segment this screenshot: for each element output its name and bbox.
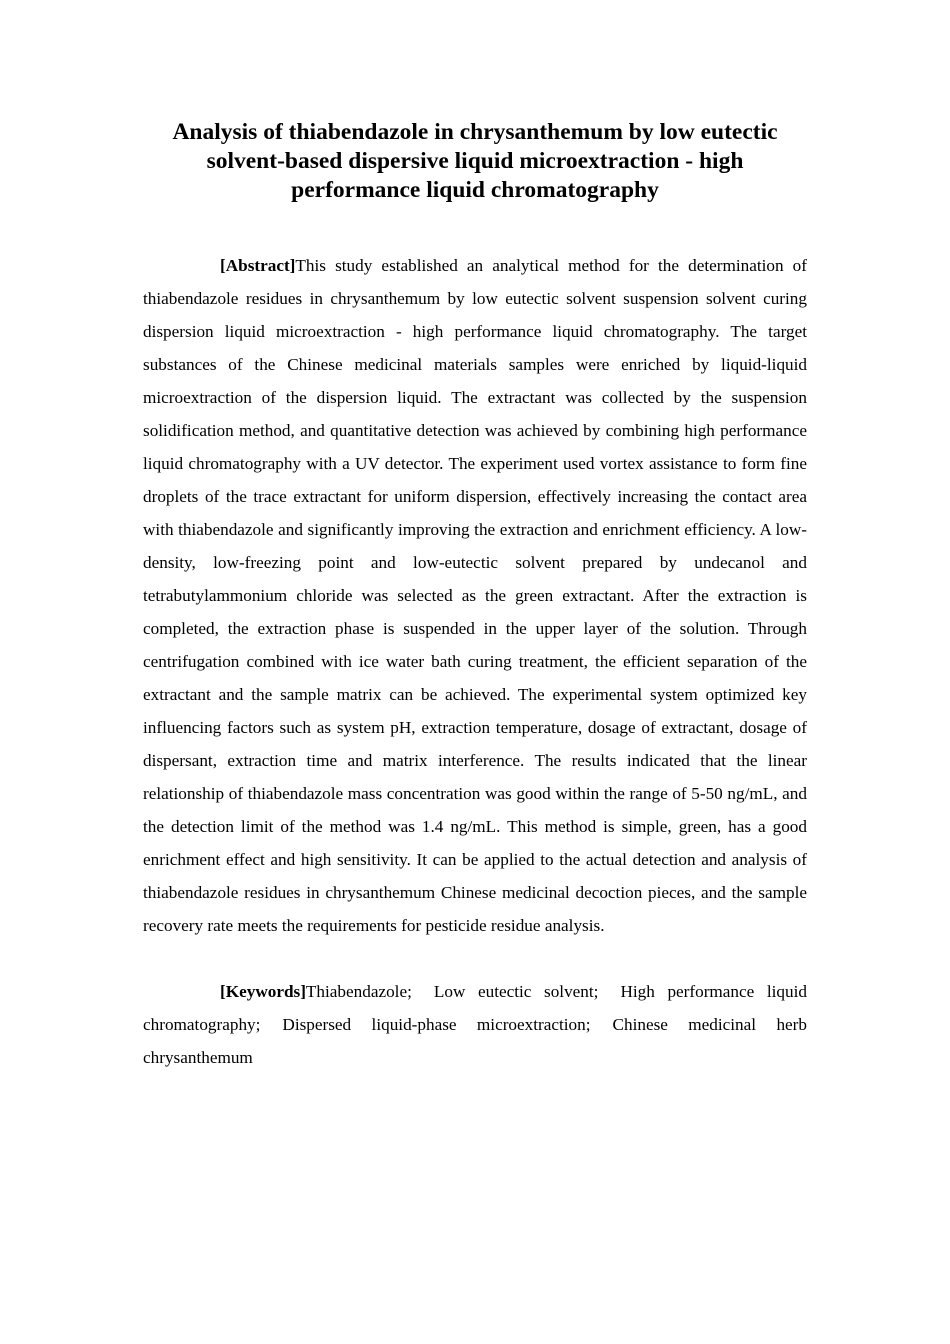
keyword-item: Dispersed liquid-phase microextraction; [282, 1015, 591, 1034]
paper-page [143, 118, 807, 1074]
abstract-paragraph [143, 249, 807, 942]
keyword-item: High performance liquid chromatography; [143, 982, 807, 1034]
keywords-label: [Keywords] [220, 982, 306, 1001]
keyword-item: Low eutectic solvent; [433, 982, 599, 1001]
abstract-label: [Abstract] [220, 256, 296, 275]
keywords-paragraph [143, 975, 807, 1074]
paper-title: Analysis of thiabendazole in chrysanthemum by low eutectic solvent-based dispersive liquid microextraction - high performance liquid chromatography [172, 119, 778, 203]
abstract-text: This study established an analytical method for the determination of thiabendazole residues in chrysanthemum by low eutectic solvent suspension solvent curing dispersion liquid microextraction - high performance liquid chromatography. The target substances of the Chinese medicinal materials samples were enriched by liquid-liquid microextraction of the dispersion liquid. The extractant was collected by the suspension solidification method, and quantitative detection was achieved by combining high performance liquid chromatography with a UV detector. The experiment used vortex assistance to form fine droplets of the trace extractant for uniform dispersion, effectively increasing the contact area with thiabendazole and significantly improving the extraction and enrichment efficiency. A low-density, low-freezing point and low-eutectic solvent prepared by undecanol and tetrabutylammonium chloride was selected as the green extractant. After the extraction is completed, the extraction phase is suspended in the upper layer of the solution. Through centrifugation combined with ice water bath curing treatment, the efficient separation of the extractant and the sample matrix can be achieved. The experimental system optimized key influencing factors such as system pH, extraction temperature, dosage of extractant, dosage of dispersant, extraction time and matrix interference. The results indicated that the linear relationship of thiabendazole mass concentration was good within the range of 5-50 ng/mL, and the detection limit of the method was 1.4 ng/mL. This method is simple, green, has a good enrichment effect and high sensitivity. It can be applied to the actual detection and analysis of thiabendazole residues in chrysanthemum Chinese medicinal decoction pieces, and the sample recovery rate meets the requirements for pesticide residue analysis. [143, 256, 807, 935]
keyword-item: Thiabendazole; [305, 982, 412, 1001]
keyword-item: Chinese medicinal herb chrysanthemum [143, 1015, 808, 1067]
